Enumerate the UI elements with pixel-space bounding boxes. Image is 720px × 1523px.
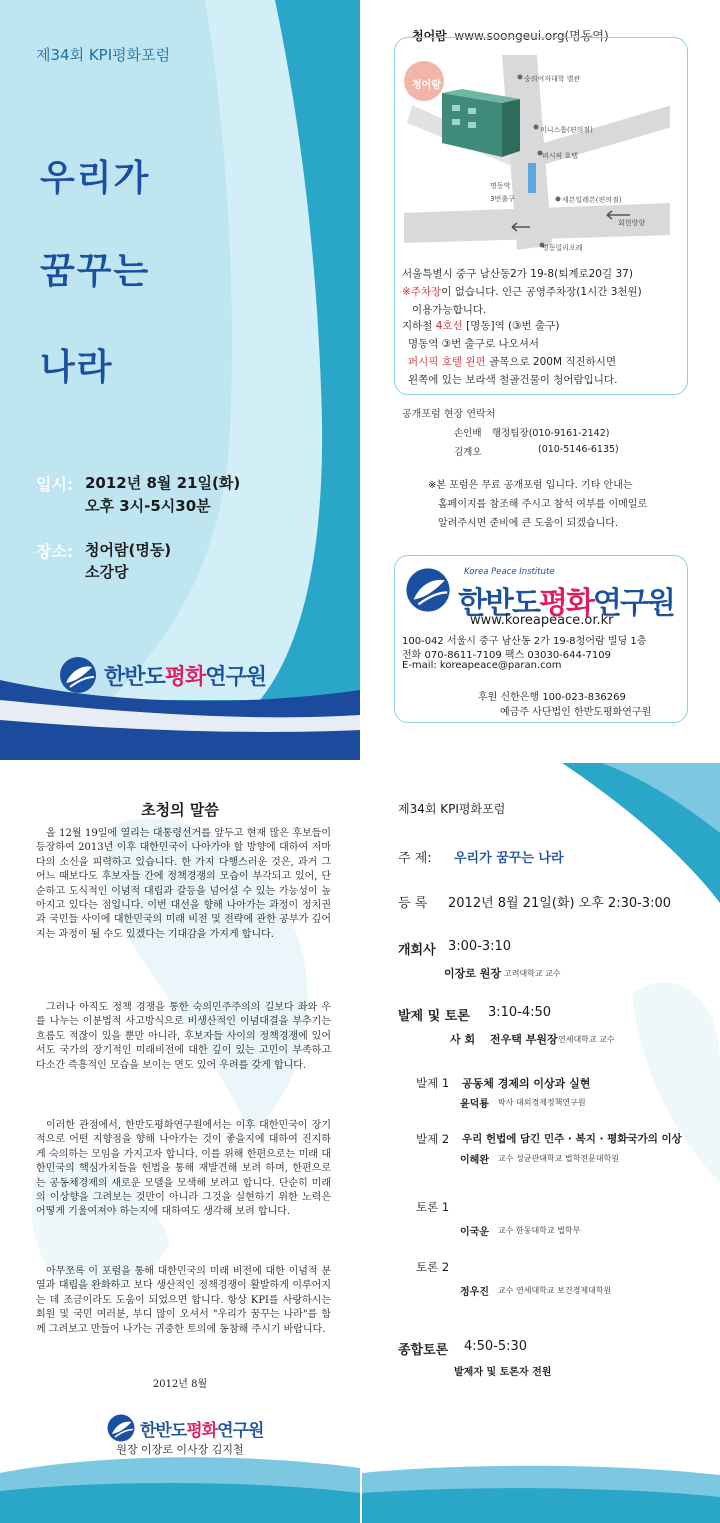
presentation-1-title: 공동체 경제의 이상과 실현: [462, 1077, 591, 1090]
presentation-1-label: 발제 1: [416, 1076, 450, 1090]
letter-paragraph-3: 이러한 관점에서, 한반도평화연구원에서는 이후 대한민국이 장기적으로 어떤 지향점을 향해 나아가는 것이 좋을지에 대하여 진지하게 숙의하는 모임을 가지고자 합니다. 이를 위해 한편으로는 미래 대한민국의 핵심가치들을 헌법을 통해 재발견해 보려 하며, 한편으로는 공동체경제의 새로운 모델을 모색해 보려고 합니다. 단순히 미래의 이상향을 그려보는 것만이 아니라 그것을 실현하기 위한 노력은 어떻게 기울여져야 하는지에 대하여도 생각해 보려 합니다.: [36, 1120, 331, 1218]
cover-title-line-1: 우리가: [40, 158, 151, 199]
place-label: 장소:: [36, 542, 74, 561]
invitation-panel: [0, 763, 360, 1523]
institute-url[interactable]: www.koreapeace.or.kr: [470, 613, 614, 628]
map-label-ministop: 미니스톱(편의점): [540, 126, 593, 134]
cover-title-line-3: 나라: [40, 347, 114, 388]
event-place: 청어람(명동): [85, 541, 172, 559]
discussion-1-person: 이국운: [460, 1227, 489, 1238]
kpi-leaf-logo-icon: [404, 566, 452, 614]
notice-line-2: 홈페이지를 참조해 주시고 참석 여부를 이메일로: [438, 499, 648, 510]
map-label-lotte: 명동밀리오레: [542, 244, 583, 252]
kpi-leaf-logo-icon: [58, 655, 98, 695]
institute-english-name: Korea Peace Institute: [464, 567, 555, 577]
parking-line: ※주차장이 없습니다. 인근 공영주차장(1시간 3천원): [402, 286, 642, 298]
cover-logo-text: 한반도평화연구원: [104, 664, 267, 690]
presentation-2-person: 이헤완: [460, 1155, 489, 1166]
topic: 우리가 꿈꾸는 나라: [454, 851, 564, 866]
letter-paragraph-1: 올 12월 19일에 열리는 대통령선거를 앞두고 현재 많은 후보들이 등장하여 2013년 이후 대한민국이 나아가야 할 방향에 대하여 저마다의 소신을 피력하고 있습니다. 한 가지 다행스러운 것은, 과거 그 어느 때보다도 후보자들 간에 정책경쟁의 모습이 부각되고 있어, 단순하고 도식적인 이념적 대립과 갈등을 넘어설 수 있는 가능성이 높아지고 있다는 점입니다. 이번 대선을 향해 나아가는 과정이 정치권과 국민들 사이에 대한민국의 미래 비전 및 전략에 관한 공부가 깊어지는 과정이 될 수도 있겠다는 기대감을 가지게 합니다.: [36, 828, 331, 940]
topic-label: 주 제:: [398, 851, 432, 866]
letter-paragraph-4: 아무쪼록 이 포럼을 통해 대한민국의 미래 비전에 대한 이념적 분열과 대립을 완화하고 보다 생산적인 정책경쟁이 활발하게 이루어지는 데 조금이라도 도움이 되었으면 합니다. 항상 KPI를 사랑하시는 회원 및 국민 여러분, 부디 많이 오셔서 "우리가 꿈꾸는 나라"를 함께 그려보고 만들어 나가는 귀중한 토의에 동참해 주시기 바랍니다.: [36, 1266, 331, 1335]
discussion-1-label: 토론 1: [416, 1200, 450, 1214]
closing-note: 발제자 및 토론자 전원: [454, 1367, 552, 1378]
letter-date: 2012년 8월: [152, 1379, 208, 1390]
session-time: 3:10-4:50: [488, 1005, 552, 1020]
registration-time: 2012년 8월 21일(화) 오후 2:30-3:00: [448, 896, 671, 911]
letter-paragraph-2: 그러나 아직도 정책 경쟁을 통한 숙의민주주의의 길보다 좌와 우를 나누는 이분법적 사고방식으로 비생산적인 이념대결을 부추기는 흐름도 적잖이 있을 뿐만 아니라, 후보자들 사이의 정책경쟁에 있어서도 국가의 장기적인 미래비전에 대한 깊이 있는 고민이 부족하고 다소간 즉흥적인 모습을 보이는 면도 있어 우려를 갖게 합니다.: [36, 1002, 331, 1071]
letter-title: 초청의 말씀: [141, 801, 219, 819]
letter-signature: 원장 이장로 이사장 김지철: [116, 1443, 244, 1456]
presentation-2-affiliation: 교수 성균관대학교 법학전문대학원: [498, 1154, 620, 1163]
opening-speaker: 이장로 원장: [444, 967, 501, 980]
exit-line: 명동역 ③번 출구로 나오셔서: [408, 338, 539, 350]
map-label-exit: 3번출구: [490, 195, 515, 203]
notice-line-3: 알려주시면 준비에 큰 도움이 되겠습니다.: [438, 518, 619, 529]
presentation-2-title: 우리 헌법에 담긴 민주 · 복지 · 평화국가의 이상: [462, 1133, 682, 1145]
institute-name: 한반도평화연구원: [458, 586, 674, 621]
discussion-2-label: 토론 2: [416, 1260, 450, 1274]
building-line: 왼쪽에 있는 보라색 철골건물이 청어람입니다.: [408, 374, 618, 386]
kpi-leaf-logo-icon: [106, 1413, 136, 1443]
map-label-station: 명동역: [490, 182, 511, 190]
institute-phone: 전화 070-8611-7109 팩스 03030-644-7109: [402, 650, 611, 661]
event-time: 오후 3시-5시30분: [85, 497, 211, 515]
institute-email[interactable]: E-mail: koreapeace@paran.com: [402, 660, 562, 671]
map-heading: 청어람 www.soongeui.org(명동역): [412, 29, 609, 43]
address-line: 서울특별시 중구 남산동2가 19-8(퇴계로20길 37): [402, 268, 633, 280]
contact-info-2: (010-5146-6135): [538, 444, 619, 455]
map-bubble-label: 청어람: [412, 80, 441, 91]
session-label: 발제 및 토론: [398, 1009, 470, 1024]
location-panel: [362, 0, 720, 760]
event-date: 2012년 8월 21일(화): [85, 474, 241, 492]
discussion-2-person: 정우진: [460, 1287, 489, 1298]
bank-account: 후원 신한은행 100-023-836269: [478, 692, 626, 703]
presentation-1-person: 윤덕룡: [460, 1099, 489, 1110]
discussion-2-affiliation: 교수 연세대학교 보건경제대학원: [498, 1286, 612, 1295]
subway-line: 지하철 4호선 [명동]역 (③번 출구): [402, 320, 560, 332]
presentation-1-affiliation: 박사 대외경제정책연구원: [498, 1098, 586, 1107]
cover-logo: [58, 655, 266, 695]
opening-label: 개회사: [398, 943, 436, 958]
program-panel: [362, 763, 720, 1523]
account-holder: 예금주 사단법인 한반도평화연구원: [500, 707, 652, 718]
discussion-1-affiliation: 교수 한동대학교 법학부: [498, 1226, 581, 1235]
hotel-line: 퍼시픽 호텔 왼편 골목으로 200M 직진하시면: [408, 356, 617, 368]
contact-name-2: 김계오: [454, 447, 482, 458]
closing-time: 4:50-5:30: [464, 1339, 528, 1354]
institute-address: 100-042 서울시 중구 남산동 2가 19-8청어람 빌딩 1층: [402, 636, 647, 647]
date-label: 일시:: [36, 475, 74, 494]
presentation-2-label: 발제 2: [416, 1132, 450, 1146]
closing-label: 종합토론: [398, 1343, 449, 1358]
contact-name-1: 손인배: [454, 428, 482, 439]
opening-time: 3:00-3:10: [448, 939, 512, 954]
moderator-affiliation: 연세대학교 교수: [558, 1035, 615, 1044]
notice-line-1: ※본 포럼은 무료 공개포럼 입니다. 기타 안내는: [428, 480, 633, 491]
contact-info-1: 행정팀장(010-9161-2142): [492, 428, 610, 439]
map-label-seven: 세븐일레븐(편의점): [562, 196, 622, 204]
map-label-univ: 숭의여자대학 별관: [524, 75, 581, 83]
letter-logo: [106, 1413, 263, 1443]
parking-line-2: 이용가능합니다.: [412, 304, 487, 316]
map-label-pacific: 퍼시픽 호텔: [542, 152, 579, 160]
forum-series: 제34회 KPI평화포럼: [36, 46, 171, 64]
program-series: 제34회 KPI평화포럼: [398, 802, 506, 816]
moderator-name: 전우택 부원장: [490, 1033, 558, 1046]
cover-title-line-2: 꿈꾸는: [40, 251, 151, 292]
contact-title: 공개포럼 현장 연락처: [402, 409, 496, 420]
event-room: 소강당: [85, 563, 129, 581]
map-label-hoehyeon: 회현방향: [618, 219, 646, 227]
letter-logo-text: 한반도평화연구원: [140, 1420, 264, 1441]
opening-affiliation: 고려대학교 교수: [504, 969, 561, 978]
moderator-role: 사 회: [450, 1033, 476, 1046]
registration-label: 등 록: [398, 896, 428, 911]
cover-panel: [0, 0, 360, 760]
